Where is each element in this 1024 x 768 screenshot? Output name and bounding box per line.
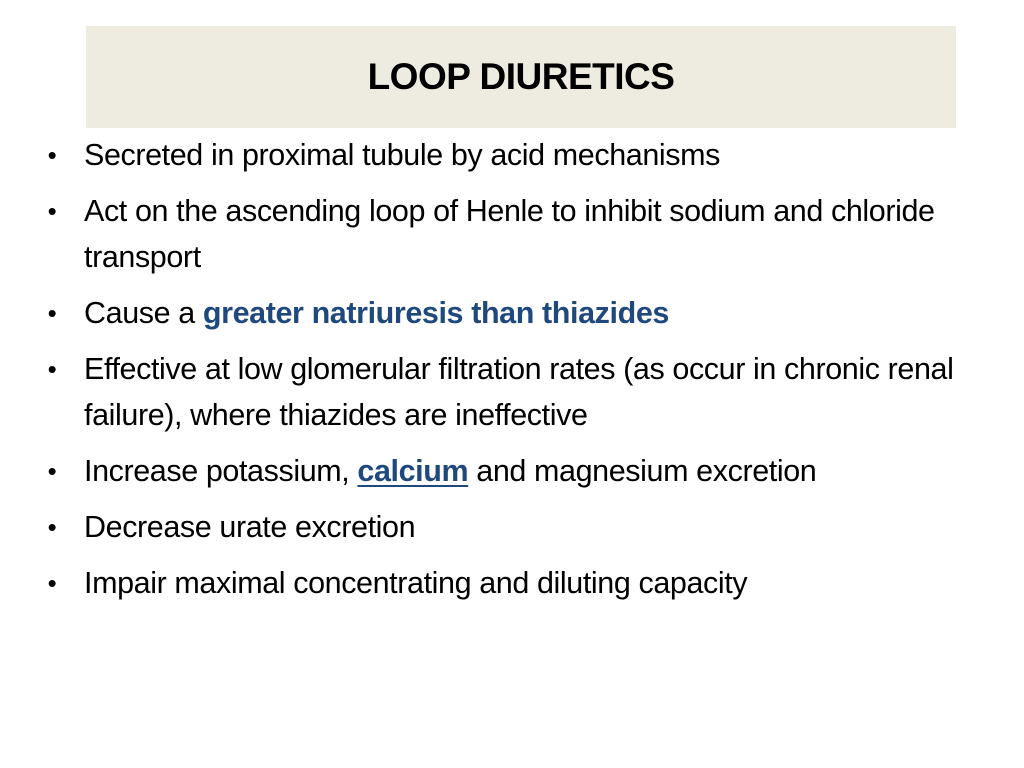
bullet-dot-icon: • <box>47 354 57 384</box>
bullet-item <box>42 346 982 438</box>
bullet-text: Impair maximal concentrating and diluting capacity <box>84 566 748 600</box>
bullet-text: Decrease urate excretion <box>84 510 416 544</box>
bullet-item <box>42 560 982 606</box>
bullet-dot-icon: • <box>47 196 57 226</box>
bullet-text: Secreted in proximal tubule by acid mechanisms <box>84 138 720 172</box>
bullet-dot-icon: • <box>47 568 57 598</box>
slide-title: LOOP DIURETICS <box>367 56 675 97</box>
bullet-item <box>42 132 982 178</box>
bullet-text: Act on the ascending loop of Henle to inhibit sodium and chloride transport <box>84 194 935 274</box>
bullet-text-prefix: Cause a <box>84 296 203 330</box>
title-banner <box>86 26 956 128</box>
bullet-dot-icon: • <box>47 456 57 486</box>
bullet-item <box>42 290 982 336</box>
highlighted-text: greater natriuresis than thiazides <box>202 296 669 330</box>
bullet-dot-icon: • <box>47 512 57 542</box>
bullet-item <box>42 188 982 280</box>
bullet-text-suffix: and magnesium excretion <box>468 454 817 488</box>
bullet-dot-icon: • <box>47 298 57 328</box>
bullet-list <box>42 132 982 616</box>
bullet-text-prefix: Increase potassium, <box>84 454 358 488</box>
bullet-item <box>42 504 982 550</box>
bullet-dot-icon: • <box>47 140 57 170</box>
bullet-text: Effective at low glomerular filtration rates (as occur in chronic renal failure), where thiazides are ineffective <box>84 352 954 432</box>
bullet-item <box>42 448 982 494</box>
calcium-link[interactable]: calcium <box>357 454 469 488</box>
